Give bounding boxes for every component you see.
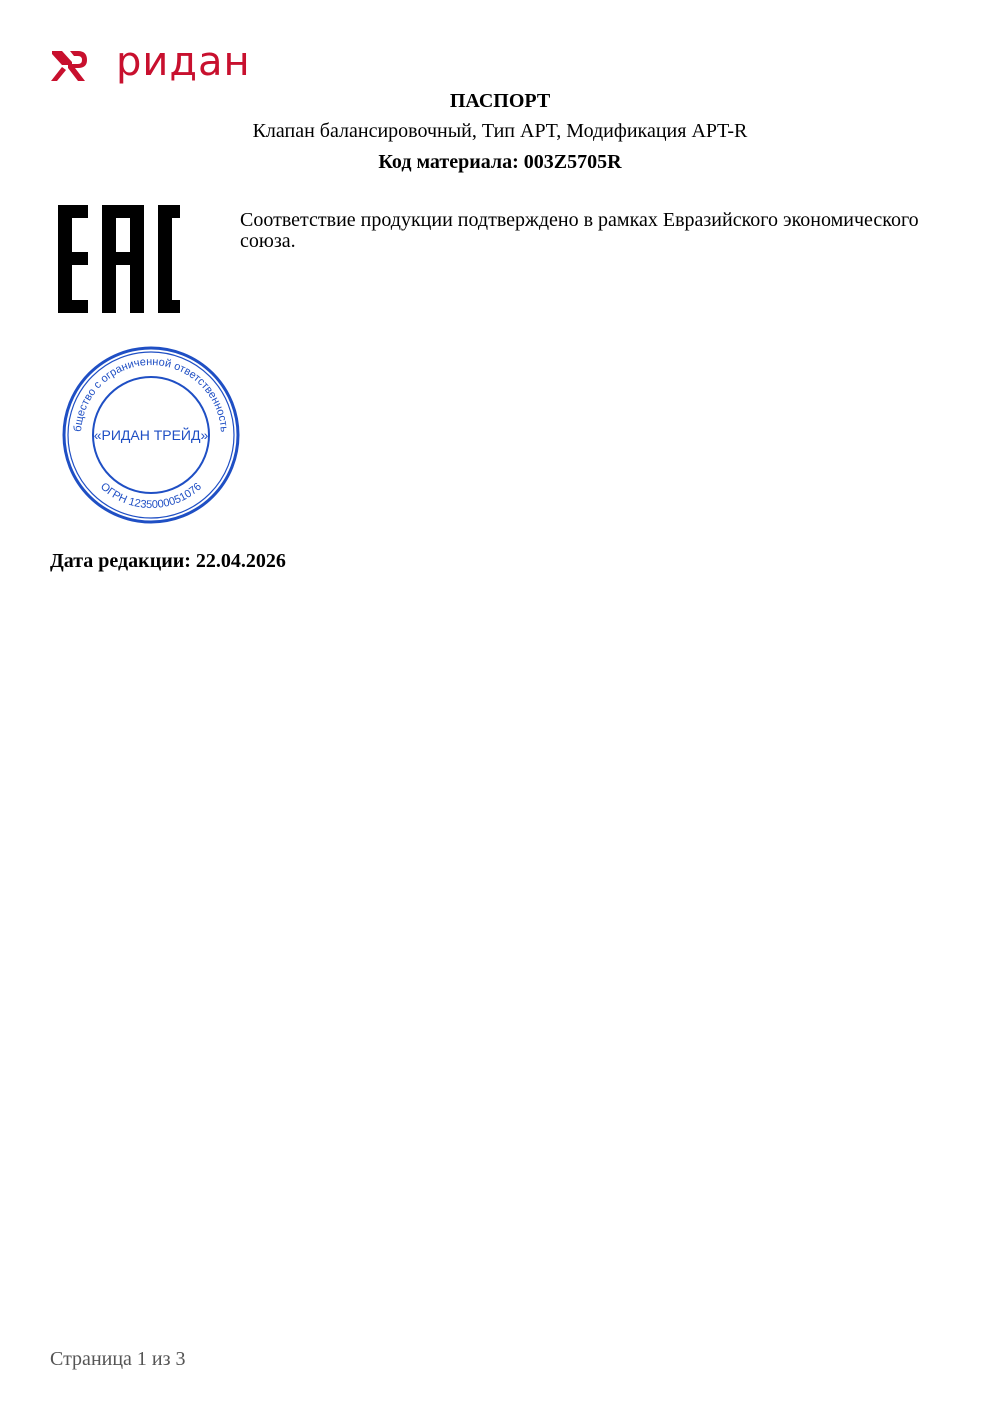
revision-date: Дата редакции: 22.04.2026 [50, 550, 286, 572]
stamp-company: «РИДАН ТРЕЙД» [93, 427, 209, 443]
material-code: Код материала: 003Z5705R [378, 151, 622, 173]
eac-logo-icon [58, 205, 180, 313]
stamp-seal-icon [61, 345, 241, 525]
brand-name: ридан [116, 39, 251, 85]
company-stamp [61, 345, 241, 530]
page-number: Страница 1 из 3 [50, 1348, 186, 1370]
stamp-ring-top: бщество с ограниченной ответственность [72, 355, 230, 433]
document-title: ПАСПОРТ [449, 90, 551, 112]
eac-mark [58, 205, 180, 318]
ridan-logo-icon [48, 49, 88, 83]
conformity-statement: Соответствие продукции подтверждено в рамках Евразийского экономического союза. [240, 209, 919, 252]
document-subtitle: Клапан балансировочный, Тип APT, Модификация APT-R [252, 120, 748, 142]
svg-text:Общество с ограниченной ответс [61, 345, 230, 433]
stamp-ring-bottom: ОГРН 1235000051076 [98, 480, 204, 512]
brand-logo [48, 39, 251, 86]
svg-text:ОГРН 1235000051076 [98, 481, 204, 511]
